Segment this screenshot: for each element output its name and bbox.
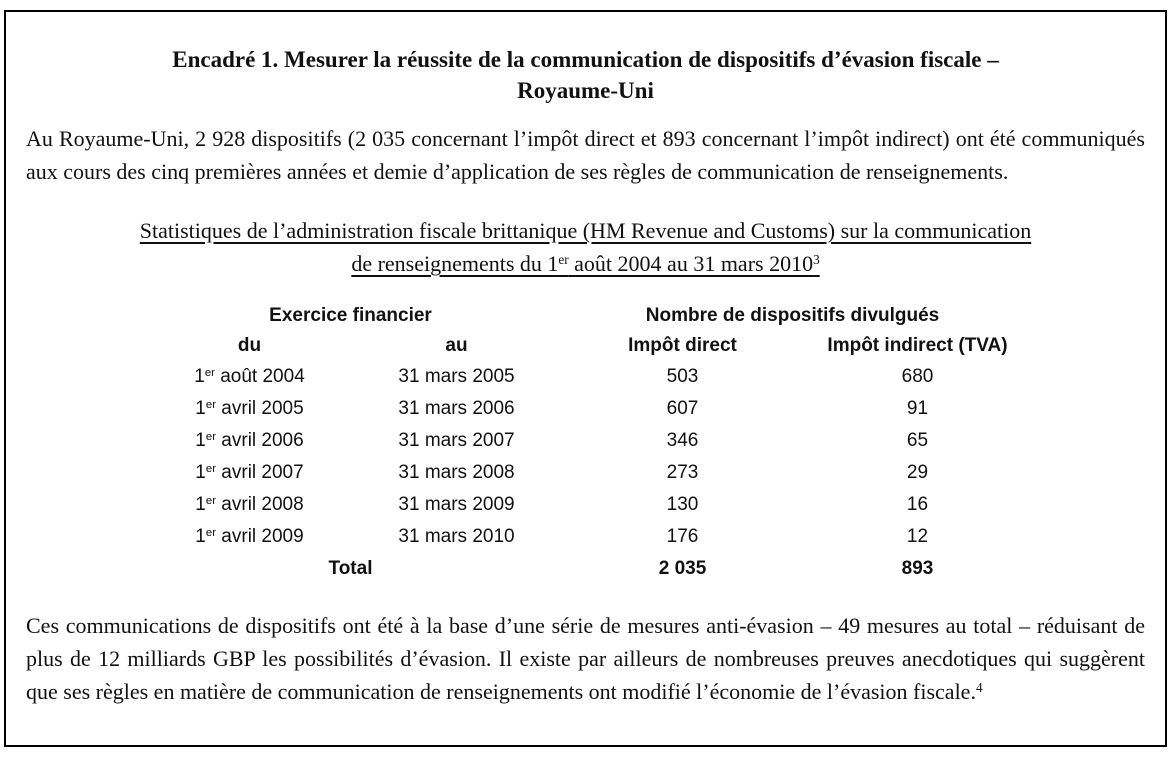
caption-footnote-ref: 3 [813,252,820,268]
cell-indirect: 16 [906,494,929,515]
cell-to: 31 mars 2008 [398,462,515,483]
cell-indirect: 91 [906,398,929,419]
cell-from: 1er avril 2007 [195,462,304,483]
encadre-box [4,10,1167,747]
cell-indirect: 12 [906,526,929,547]
group-header-nombre: Nombre de dispositifs divulgués [645,305,940,326]
cell-from: 1er avril 2008 [195,494,304,515]
cell-direct: 130 [666,494,699,515]
table-caption-line1-text: Statistiques de l’administration fiscale brittanique (HM Revenue and Customs) sur la communication [139,218,1032,243]
ordinal-superscript: er [205,495,217,508]
table-row [144,425,1028,457]
table-caption-line2 [26,247,1145,283]
total-indirect: 893 [901,558,934,579]
ordinal-superscript: er [204,367,215,380]
cell-indirect: 29 [906,462,929,483]
ordinal-superscript: er [205,431,217,444]
cell-from: 1er avril 2009 [195,526,304,547]
conclusion-paragraph [26,609,1145,711]
cell-from: 1er avril 2006 [195,430,304,451]
cell-indirect: 680 [901,366,934,387]
cell-to: 31 mars 2006 [398,398,515,419]
cell-direct: 346 [666,430,699,451]
cell-indirect: 65 [906,430,929,451]
caption-ordinal-superscript: er [558,252,569,268]
conclusion-text: Ces communications de dispositifs ont été à la base d’une série de mesures anti-évasion – 49 mesures au total – réduisant de plus de 12 milliards GBP les possibilités d’évasion. Il existe par ailleurs de nombreuses preuves anecdotiques qui suggèrent que ses règles en matière de communication de renseignements ont modifié l’économie de l’évasion fiscale. [26,613,1145,704]
table-caption-line1 [26,214,1145,247]
cell-direct: 503 [666,366,699,387]
disclosure-statistics-table [144,301,1028,585]
total-label: Total [328,558,373,579]
column-header-du: du [237,335,262,356]
conclusion-footnote-ref: 4 [975,680,983,696]
cell-from: 1er août 2004 [194,366,305,387]
cell-direct: 273 [666,462,699,483]
table-row [144,457,1028,489]
table-row [144,393,1028,425]
box-title-line2: Royaume-Uni [517,78,654,103]
cell-to: 31 mars 2005 [398,366,515,387]
table-total-row [144,553,1028,585]
column-header-row [144,331,1028,361]
intro-paragraph: Au Royaume-Uni, 2 928 dispositifs (2 035 concernant l’impôt direct et 893 concernant l’impôt indirect) ont été communiqués aux cours des cinq premières années et demie d’application de ses règles de communication de renseignements. [26,126,1145,184]
column-header-impot-indirect: Impôt indirect (TVA) [827,335,1008,356]
group-header-exercice: Exercice financier [269,305,432,326]
table-row [144,489,1028,521]
column-header-au: au [445,335,468,356]
cell-to: 31 mars 2009 [398,494,515,515]
group-header-row [144,301,1028,331]
ordinal-superscript: er [205,463,217,476]
cell-from: 1er avril 2005 [195,398,304,419]
box-title [36,44,1135,106]
column-header-impot-direct: Impôt direct [628,335,737,356]
table-row [144,521,1028,553]
caption-middle: août 2004 au 31 mars 2010 [568,251,814,276]
cell-direct: 176 [666,526,699,547]
table-row [144,361,1028,393]
cell-to: 31 mars 2007 [398,430,515,451]
box-title-line1: Encadré 1. Mesurer la réussite de la communication de dispositifs d’évasion fiscale – [172,47,999,72]
ordinal-superscript: er [205,527,217,540]
ordinal-superscript: er [205,399,217,412]
table-caption [26,214,1145,283]
caption-prefix: de renseignements du 1 [351,251,559,276]
cell-direct: 607 [666,398,699,419]
cell-to: 31 mars 2010 [398,526,515,547]
total-direct: 2 035 [658,558,707,579]
table-caption-line2-text [351,251,819,276]
